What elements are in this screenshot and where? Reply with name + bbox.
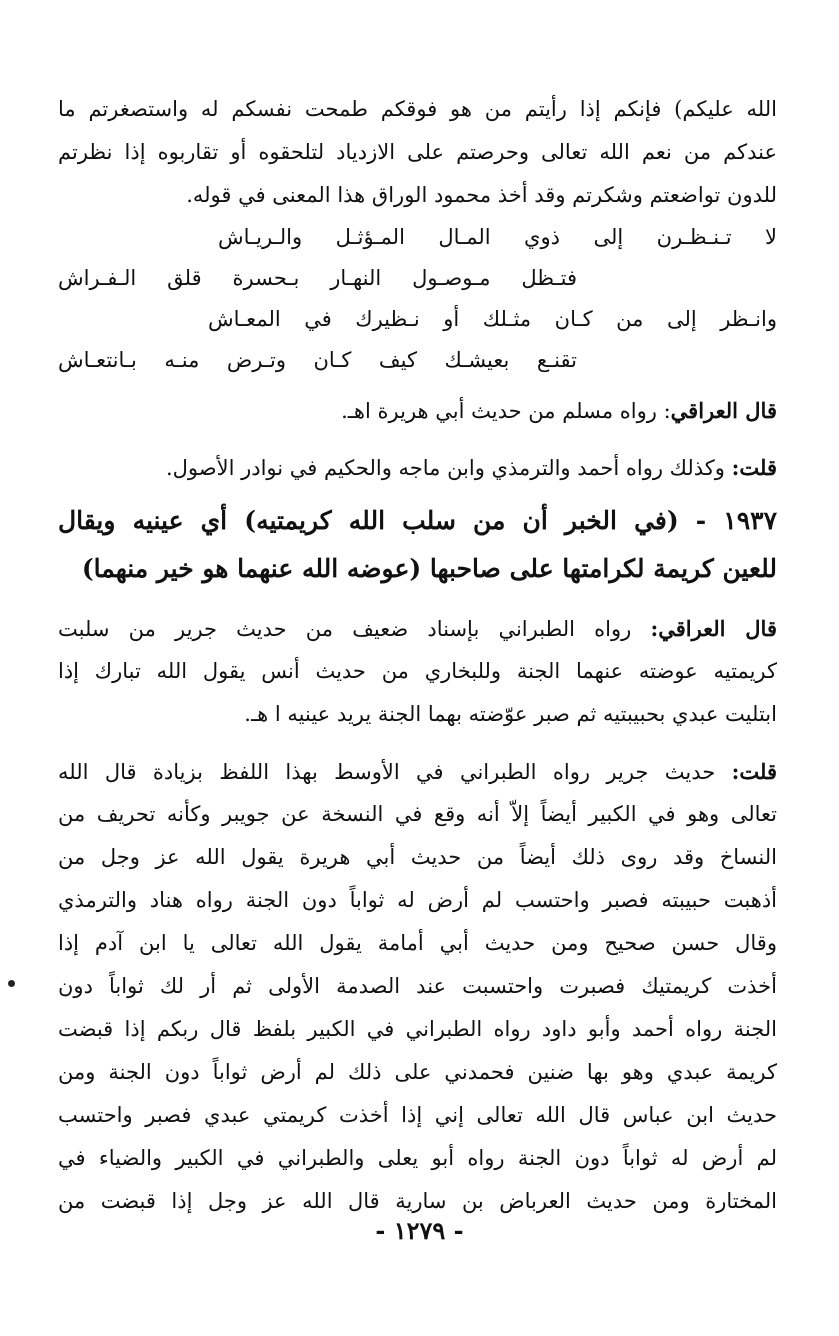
heading-line: للعين كريمة لكرامتها على صاحبها (عوضه الله عنهما هو خير منهما) [81, 554, 777, 583]
margin-mark [8, 980, 15, 987]
text-line: أذهبت حبيبته فصبر واحتسب لم أرض له ثواباً دون الجنة رواه هناد والترمذي [58, 888, 777, 912]
text-line: أخذت كريمتيك فصبرت واحتسبت عند الصدمة الأولى ثم أر لك ثواباً دون [58, 974, 777, 998]
qultu-label: قلت: [731, 759, 777, 784]
text-line: النساخ وقد روى ذلك أيضاً من حديث أبي هريرة يقول الله عز وجل من [58, 845, 777, 869]
poem-verses [58, 217, 777, 381]
text-line: المختارة ومن حديث العرباض بن سارية قال الله عز وجل إذا قبضت من [58, 1189, 777, 1213]
text-line: لم أرض له ثواباً دون الجنة رواه أبو يعلى والطبراني في الكبير والضياء في [58, 1146, 777, 1170]
qultu-note-1 [58, 446, 777, 489]
text-line: الجنة رواه أحمد وأبو داود رواه الطبراني في الكبير بلفظ قال ربكم إذا قبضت [58, 1017, 777, 1041]
text-line: كريمة عبدي وهو بها ضنين فحمدني على ذلك لم أرض ثواباً دون الجنة ومن [58, 1060, 777, 1084]
text-line: تعالى وهو في الكبير أيضاً إلاّ أنه وقع في النسخة عن جويبر وكأنه تحريف من [58, 802, 777, 826]
qultu-note-2 [58, 750, 777, 1223]
verse-line: لا تـنـظـرن إلى ذوي المـال المـؤثـل والـريـاش [218, 225, 777, 249]
text-line: للدون تواضعتم وشكرتم وقد أخذ محمود الوراق هذا المعنى في قوله. [186, 183, 777, 207]
qultu-text: وكذلك رواه أحمد والترمذي وابن ماجه والحكيم في نوادر الأصول. [165, 456, 732, 480]
verse-line: وانـظر إلى من كـان مثـلك أو نـظيرك في المعـاش [208, 307, 777, 331]
heading-line: ١٩٣٧ - (في الخبر أن من سلب الله كريمتيه) أي عينيه ويقال [58, 506, 777, 535]
iraqi-note-1 [58, 389, 777, 432]
text-line: ابتليت عبدي بحبيبتيه ثم صبر عوّضته بهما الجنة يريد عينيه ا هـ. [244, 702, 777, 726]
text-line: الله عليكم) فإنكم إذا رأيتم من هو فوقكم طمحت نفسكم له واستصغرتم ما [58, 97, 777, 121]
text-line: رواه الطبراني بإسناد ضعيف من حديث جرير من سلبت [58, 617, 651, 641]
hadith-heading [58, 497, 777, 593]
paragraph-continuation [58, 88, 777, 217]
text-line: حديث ابن عباس قال الله تعالى إني إذا أخذت كريمتي عبدي فصبر واحتسب [58, 1103, 777, 1127]
iraqi-label: قال العراقي [670, 398, 777, 423]
text-line: كريمتيه عوضته عنهما الجنة وللبخاري من حديث أنس يقول الله تبارك إذا [58, 659, 777, 683]
text-line: عندكم من نعم الله تعالى وحرصتم على الازدياد لتلحقوه أو تقاربوه إذا نظرتم [58, 140, 777, 164]
iraqi-label: قال العراقي: [650, 616, 777, 641]
text-line: حديث جرير رواه الطبراني في الأوسط بهذا اللفظ بزيادة قال الله [58, 760, 732, 784]
text-line: وقال حسن صحيح ومن حديث أبي أمامة يقول الله تعالى يا ابن آدم إذا [58, 931, 777, 955]
page-number: - ١٢٧٩ - [375, 1216, 464, 1245]
verse-line: فتـظل مـوصـول النهـار بـحسرة قلق الـفـراش [58, 266, 577, 290]
iraqi-note-2 [58, 607, 777, 736]
qultu-label: قلت: [731, 455, 777, 480]
iraqi-text: : رواه مسلم من حديث أبي هريرة اهـ. [341, 399, 671, 423]
verse-line: تقنـع بعيشـك كيف كـان وتـرض منـه بـانتعـاش [58, 348, 577, 372]
